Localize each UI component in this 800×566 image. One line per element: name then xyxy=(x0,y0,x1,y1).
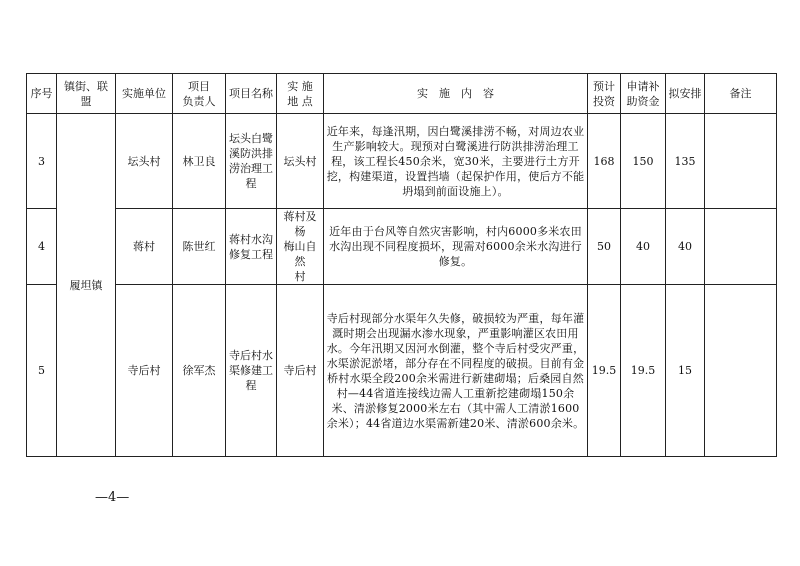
row-no: 4 xyxy=(27,209,57,285)
header-no: 序号 xyxy=(27,74,57,114)
row-content: 近年来，每逢汛期，因白鹭溪排涝不畅，对周边农业生产影响较大。现预对白鹭溪进行防洪排涝治理工程，该工程长450余米，宽30米，主要进行土方开挖，构建渠道，设置挡墙（起保护作用，使后方不能坍塌到前面设施上）。 xyxy=(324,114,588,209)
row-project-name: 蒋村水沟 修复工程 xyxy=(226,209,277,285)
project-table xyxy=(26,73,777,457)
header-estimate: 预计 投资 xyxy=(588,74,621,114)
row-manager: 陈世红 xyxy=(173,209,226,285)
row-note xyxy=(705,209,777,285)
row-estimate: 19.5 xyxy=(588,285,621,457)
row-unit: 蒋村 xyxy=(116,209,173,285)
row-unit: 寺后村 xyxy=(116,285,173,457)
header-project-name: 项目名称 xyxy=(226,74,277,114)
header-unit: 实施单位 xyxy=(116,74,173,114)
row-manager: 林卫良 xyxy=(173,114,226,209)
row-project-name: 坛头白鹭 溪防洪排 涝治理工 程 xyxy=(226,114,277,209)
row-estimate: 168 xyxy=(588,114,621,209)
row-note xyxy=(705,285,777,457)
row-apply: 40 xyxy=(621,209,666,285)
row-location: 坛头村 xyxy=(277,114,324,209)
header-town: 镇街、联盟 xyxy=(57,74,116,114)
row-apply: 19.5 xyxy=(621,285,666,457)
row-project-name: 寺后村水 渠修建工 程 xyxy=(226,285,277,457)
header-arrange: 拟安排 xyxy=(666,74,705,114)
row-content: 寺后村现部分水渠年久失修，破损较为严重，每年灌溉时期会出现漏水渗水现象，严重影响灌区农田用水。今年汛期又因河水倒灌，整个寺后村受灾严重，水渠淤泥淤堵，部分存在不同程度的破损。目前有金桥村水渠全段200余米需进行新建砌塌；后桑园自然村—44省道连接线边需人工重新挖建砌塌150余米、清淤修复2000米左右（其中需人工清淤1600余米）；44省道边水渠需新建20米、清淤600余米。 xyxy=(324,285,588,457)
row-no: 3 xyxy=(27,114,57,209)
row-note xyxy=(705,114,777,209)
header-manager: 项目 负责人 xyxy=(173,74,226,114)
header-location: 实 施 地 点 xyxy=(277,74,324,114)
row-unit: 坛头村 xyxy=(116,114,173,209)
table-row xyxy=(27,285,777,457)
row-estimate: 50 xyxy=(588,209,621,285)
row-manager: 徐军杰 xyxy=(173,285,226,457)
town-cell: 履坦镇 xyxy=(57,114,116,457)
row-arrange: 40 xyxy=(666,209,705,285)
row-apply: 150 xyxy=(621,114,666,209)
row-arrange: 15 xyxy=(666,285,705,457)
row-content: 近年由于台风等自然灾害影响，村内6000多米农田水沟出现不同程度损坏，现需对6000余米水沟进行修复。 xyxy=(324,209,588,285)
header-apply: 申请补 助资金 xyxy=(621,74,666,114)
header-content: 实 施 内 容 xyxy=(324,74,588,114)
row-location: 蒋村及杨 梅山自然 村 xyxy=(277,209,324,285)
row-location: 寺后村 xyxy=(277,285,324,457)
page-number: —4— xyxy=(95,490,130,505)
table-row xyxy=(27,209,777,285)
row-no: 5 xyxy=(27,285,57,457)
header-note: 备注 xyxy=(705,74,777,114)
row-arrange: 135 xyxy=(666,114,705,209)
table-row xyxy=(27,114,777,209)
header-row xyxy=(27,74,777,114)
